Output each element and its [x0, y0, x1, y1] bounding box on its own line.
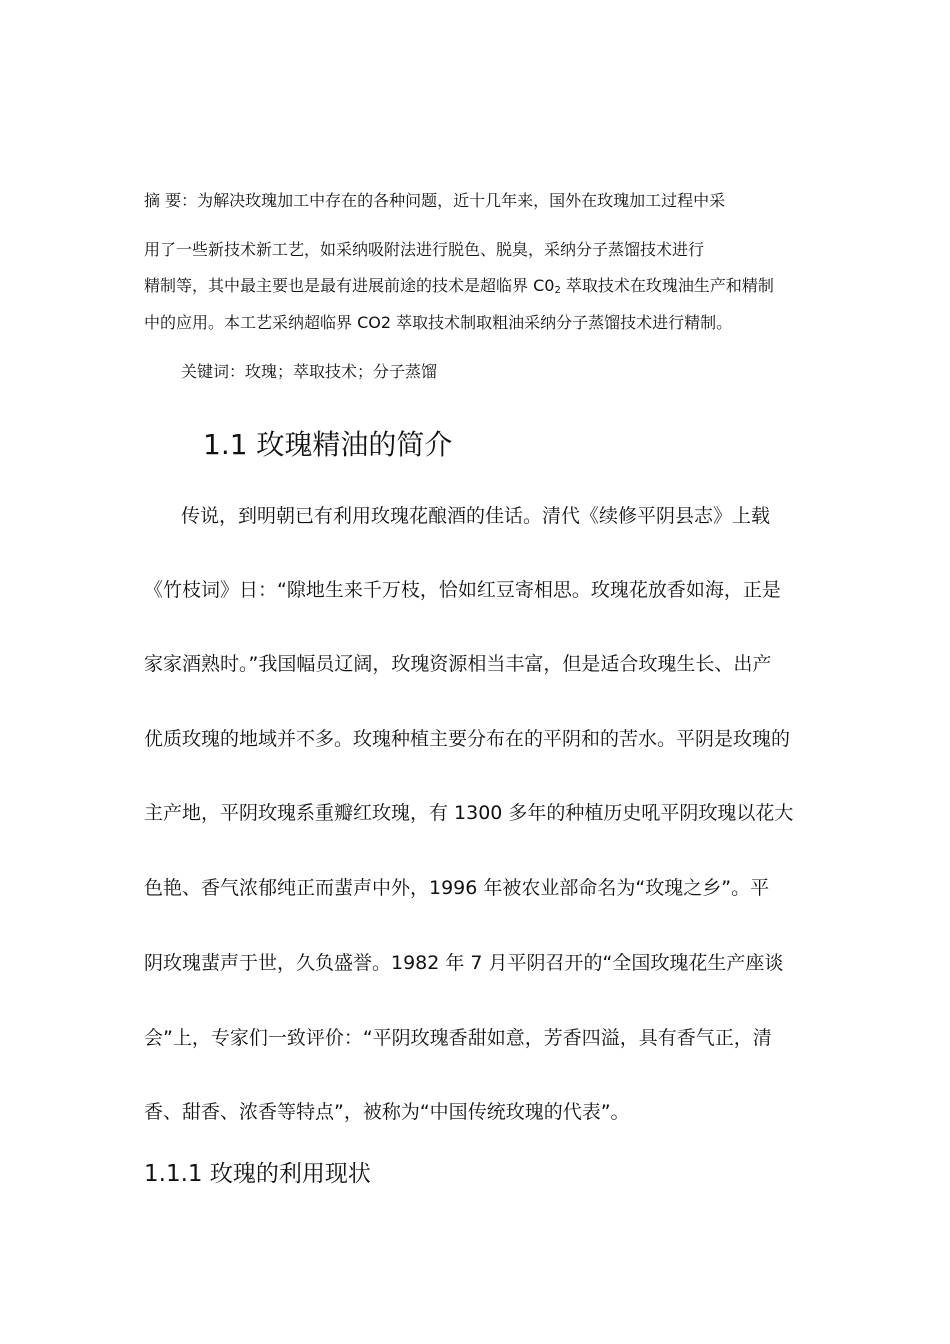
abstract-text-3a: 精制等，其中最主要也是最有进展前途的技术是超临界 C0	[144, 276, 555, 295]
abstract-line-3	[144, 276, 774, 301]
keywords-value: 玫瑰；萃取技术；分子蒸馏	[245, 362, 438, 381]
abstract-text-3b: 萃取技术在玫瑰油生产和精制	[560, 276, 774, 295]
paragraph-line-4: 优质玫瑰的地域并不多。玫瑰种植主要分布在的平阴和的苦水。平阴是玫瑰的	[144, 728, 791, 750]
paragraph-line-6: 色艳、香气浓郁纯正而蜚声中外，1996 年被农业部命名为“玫瑰之乡”。平	[144, 877, 770, 899]
abstract-line-1	[144, 191, 725, 211]
co2-subscript: 2	[554, 285, 561, 296]
abstract-line-4: 中的应用。本工艺采纳超临界 CO2 萃取技术制取粗油采纳分子蒸馏技术进行精制。	[144, 313, 733, 332]
paragraph-line-7: 阴玫瑰蜚声于世，久负盛誉。1982 年 7 月平阴召开的“全国玫瑰花生产座谈	[144, 952, 784, 974]
paragraph-line-3: 家家酒熟时。”我国幅员辽阔，玫瑰资源相当丰富，但是适合玫瑰生长、出产	[144, 653, 772, 675]
paragraph-line-2: 《竹枝词》日：“隙地生来千万枝，恰如红豆寄相思。玫瑰花放香如海，正是	[144, 579, 781, 601]
paragraph-line-9: 香、甜香、浓香等特点”，被称为“中国传统玫瑰的代表”。	[144, 1101, 630, 1123]
paragraph-line-1: 传说，到明朝已有利用玫瑰花酿酒的佳话。清代《续修平阴县志》上载	[181, 505, 771, 527]
abstract-label: 摘 要	[144, 191, 182, 210]
section-heading-1-1-1: 1.1.1 玫瑰的利用现状	[144, 1161, 371, 1187]
abstract-text-1: ：为解决玫瑰加工中存在的各种问题，近十几年来，国外在玫瑰加工过程中采	[181, 191, 726, 210]
abstract-line-2: 用了一些新技术新工艺，如采纳吸附法进行脱色、脱臭，采纳分子蒸馏技术进行	[144, 240, 705, 259]
keywords-line	[181, 362, 437, 382]
paragraph-line-5: 主产地，平阴玫瑰系重瓣红玫瑰，有 1300 多年的种植历史吼平阴玫瑰以花大	[144, 802, 794, 824]
paragraph-line-8: 会”上，专家们一致评价：“平阴玫瑰香甜如意，芳香四溢，具有香气正，清	[144, 1027, 772, 1049]
keywords-label: 关键词：	[181, 362, 246, 381]
section-heading-1-1: 1.1 玫瑰精油的简介	[203, 428, 453, 461]
